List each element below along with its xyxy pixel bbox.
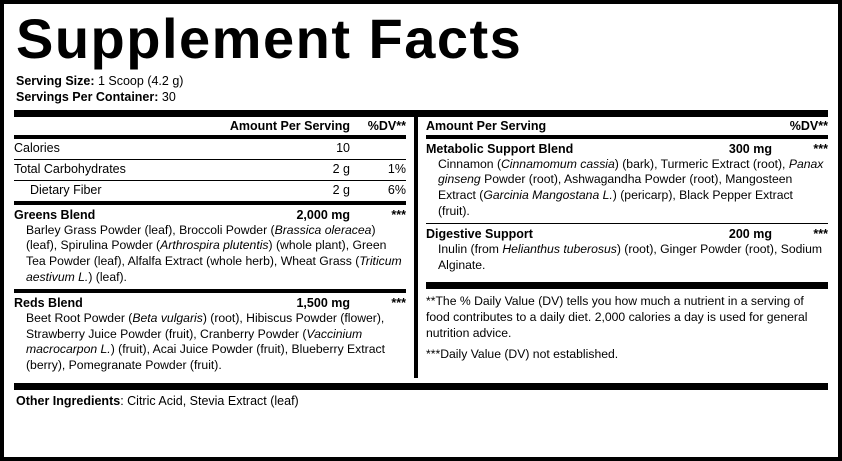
blend-amount: 200 mg (728, 227, 772, 242)
blend-dv: *** (813, 141, 828, 156)
serving-size-row (16, 73, 828, 89)
blend-description: Beet Root Powder (Beta vulgaris) (root), Hibiscus Powder (flower), Strawberry Juice Powder (fruit), Cranberry Powder (Vaccinium macrocarpon L.) (fruit), Acai Juice Powder (fruit), Blueberry Extract (berry), Pomegranate Powder (fruit). (26, 311, 385, 373)
servings-per-container-value: 30 (158, 89, 176, 104)
blend-heading (14, 293, 406, 311)
row-dv: 6% (387, 183, 406, 198)
serving-size-label: Serving Size: (16, 73, 95, 88)
nutrition-columns (14, 117, 828, 378)
other-ingredients-value: : Citric Acid, Stevia Extract (leaf) (120, 393, 299, 408)
row-name: Calories (14, 141, 60, 156)
blend-heading (426, 224, 828, 242)
servings-per-container-row (16, 89, 828, 105)
blend-name: Digestive Support (426, 227, 533, 242)
blend-description: Cinnamon (Cinnamomum cassia) (bark), Turmeric Extract (root), Panax ginseng Powder (root), Ashwagandha Powder (root), Mangosteen Extract (Garcinia Mangostana L.) (pericarp), Black Pepper Extract (fruit). (438, 156, 824, 218)
row-amount: 2 g (332, 183, 350, 198)
blend-description: Inulin (from Helianthus tuberosus) (root), Ginger Powder (root), Sodium Alginate. (438, 242, 823, 272)
row-name: Dietary Fiber (30, 183, 102, 198)
left-header-row (14, 117, 406, 135)
table-row (14, 181, 406, 201)
blend-amount: 2,000 mg (296, 207, 350, 222)
serving-size-value: 1 Scoop (4.2 g) (94, 73, 184, 88)
blend-heading (14, 205, 406, 223)
blend-heading (426, 139, 828, 157)
left-column (14, 117, 414, 378)
divider-thick-top (14, 110, 828, 117)
right-header-row (426, 117, 828, 135)
other-ingredients (14, 390, 828, 410)
other-ingredients-label: Other Ingredients (16, 393, 121, 408)
blend-dv: *** (391, 207, 406, 222)
blend-name: Metabolic Support Blend (426, 141, 574, 156)
table-row (14, 160, 406, 180)
right-header-amount: Amount Per Serving (426, 118, 547, 133)
footnote-dv: **The % Daily Value (DV) tells you how much a nutrient in a serving of food contributes to a daily diet. 2,000 calories a day is used for general nutrition advice. (426, 294, 808, 341)
row-amount: 2 g (332, 162, 350, 177)
blend-name: Reds Blend (14, 296, 83, 311)
right-divider-3 (426, 282, 828, 289)
blend-dv: *** (391, 296, 406, 311)
left-header-dv: %DV** (367, 118, 406, 133)
blend-name: Greens Blend (14, 207, 96, 222)
blend-description: Barley Grass Powder (leaf), Broccoli Powder (Brassica oleracea) (leaf), Spirulina Powder (Arthrospira plutentis) (whole plant), Green Tea Powder (leaf), Alfalfa Extract (whole herb), Wheat Grass (Triticum aestivum L.) (leaf). (26, 222, 402, 284)
divider-thick-bottom (14, 383, 828, 390)
footnote-dv-not-established: ***Daily Value (DV) not established. (426, 347, 619, 362)
right-header-dv: %DV** (789, 118, 828, 133)
blend-dv: *** (813, 227, 828, 242)
row-name: Total Carbohydrates (14, 162, 126, 177)
table-row (14, 139, 406, 159)
serving-info (16, 73, 828, 105)
page-title: Supplement Facts (16, 7, 523, 70)
right-column (418, 117, 828, 378)
blend-amount: 300 mg (728, 141, 772, 156)
blend-amount: 1,500 mg (296, 296, 350, 311)
row-dv: 1% (387, 162, 406, 177)
left-header-amount: Amount Per Serving (229, 118, 350, 133)
servings-per-container-label: Servings Per Container: (16, 89, 159, 104)
row-amount: 10 (336, 141, 350, 156)
